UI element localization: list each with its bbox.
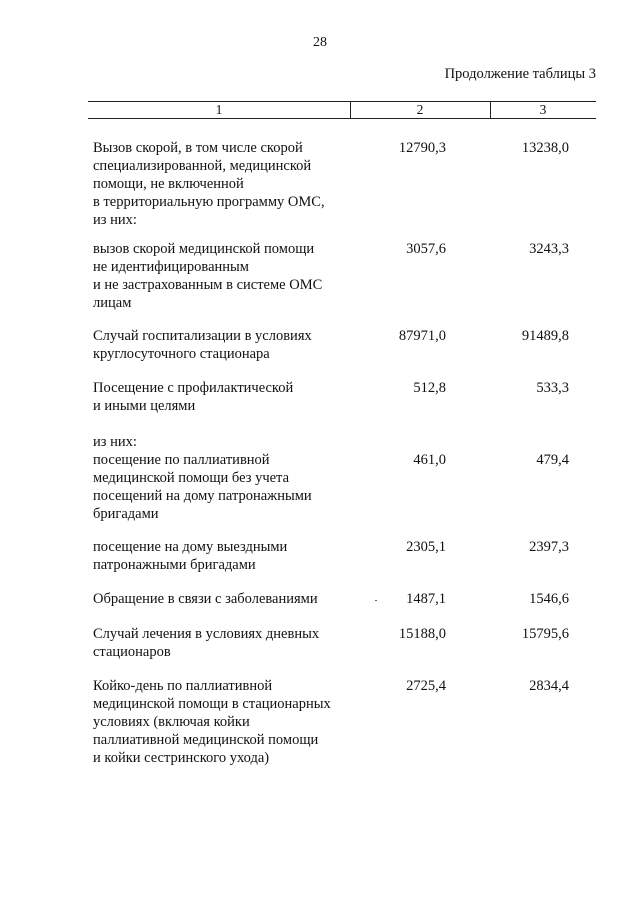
column-header-2: 2 — [416, 102, 424, 117]
row-value-col3: 533,3 — [536, 380, 569, 396]
table-header-bottom-rule — [88, 118, 596, 119]
row-value-col2: 2305,1 — [406, 539, 446, 555]
row-value-col2: 1487,1 — [406, 591, 446, 607]
row-value-col3: 13238,0 — [521, 140, 569, 156]
row-label: Посещение с профилактической и иными целями — [93, 380, 294, 414]
row-value-col2: 3057,6 — [406, 241, 446, 257]
row-value-col2: 512,8 — [413, 380, 446, 396]
page-number: 28 — [313, 35, 327, 50]
row-value-col2: 2725,4 — [406, 678, 446, 694]
row-value-col2: 461,0 — [413, 452, 446, 468]
row-label: Случай лечения в условиях дневных стационаров — [93, 626, 320, 660]
row-label: Обращение в связи с заболеваниями — [93, 591, 318, 607]
row-value-col3: 2397,3 — [529, 539, 569, 555]
row-label: Койко-день по паллиативной медицинской помощи в стационарных условиях (включая койки паллиативной медицинской помощи и койки сестринского ухода) — [93, 678, 331, 766]
row-label: вызов скорой медицинской помощи не идентифицированным и не застрахованным в системе ОМС лицам — [93, 241, 323, 311]
row-value-col3: 15795,6 — [521, 626, 569, 642]
row-label: посещение на дому выездными патронажными бригадами — [93, 539, 288, 573]
table-continuation-label: Продолжение таблицы 3 — [444, 66, 596, 82]
row-label: Вызов скорой, в том числе скорой специализированной, медицинской помощи, не включенной в территориальную программу ОМС, из них: — [93, 140, 325, 228]
row-value-col3: 2834,4 — [529, 678, 569, 694]
row-value-col3: 3243,3 — [529, 241, 569, 257]
row-value-col3: 91489,8 — [521, 328, 569, 344]
scan-speck — [375, 600, 377, 601]
row-value-col3: 1546,6 — [529, 591, 569, 607]
row-value-col2: 15188,0 — [398, 626, 446, 642]
row-value-col2: 87971,0 — [398, 328, 446, 344]
row-label: Случай госпитализации в условиях круглосуточного стационара — [93, 328, 312, 362]
column-header-1: 1 — [215, 102, 223, 117]
column-header-3: 3 — [539, 102, 547, 117]
row-value-col3: 479,4 — [536, 452, 569, 468]
row-value-col2: 12790,3 — [398, 140, 446, 156]
row-label: из них: посещение по паллиативной медицинской помощи без учета посещений на дому патронажными бригадами — [93, 434, 312, 522]
